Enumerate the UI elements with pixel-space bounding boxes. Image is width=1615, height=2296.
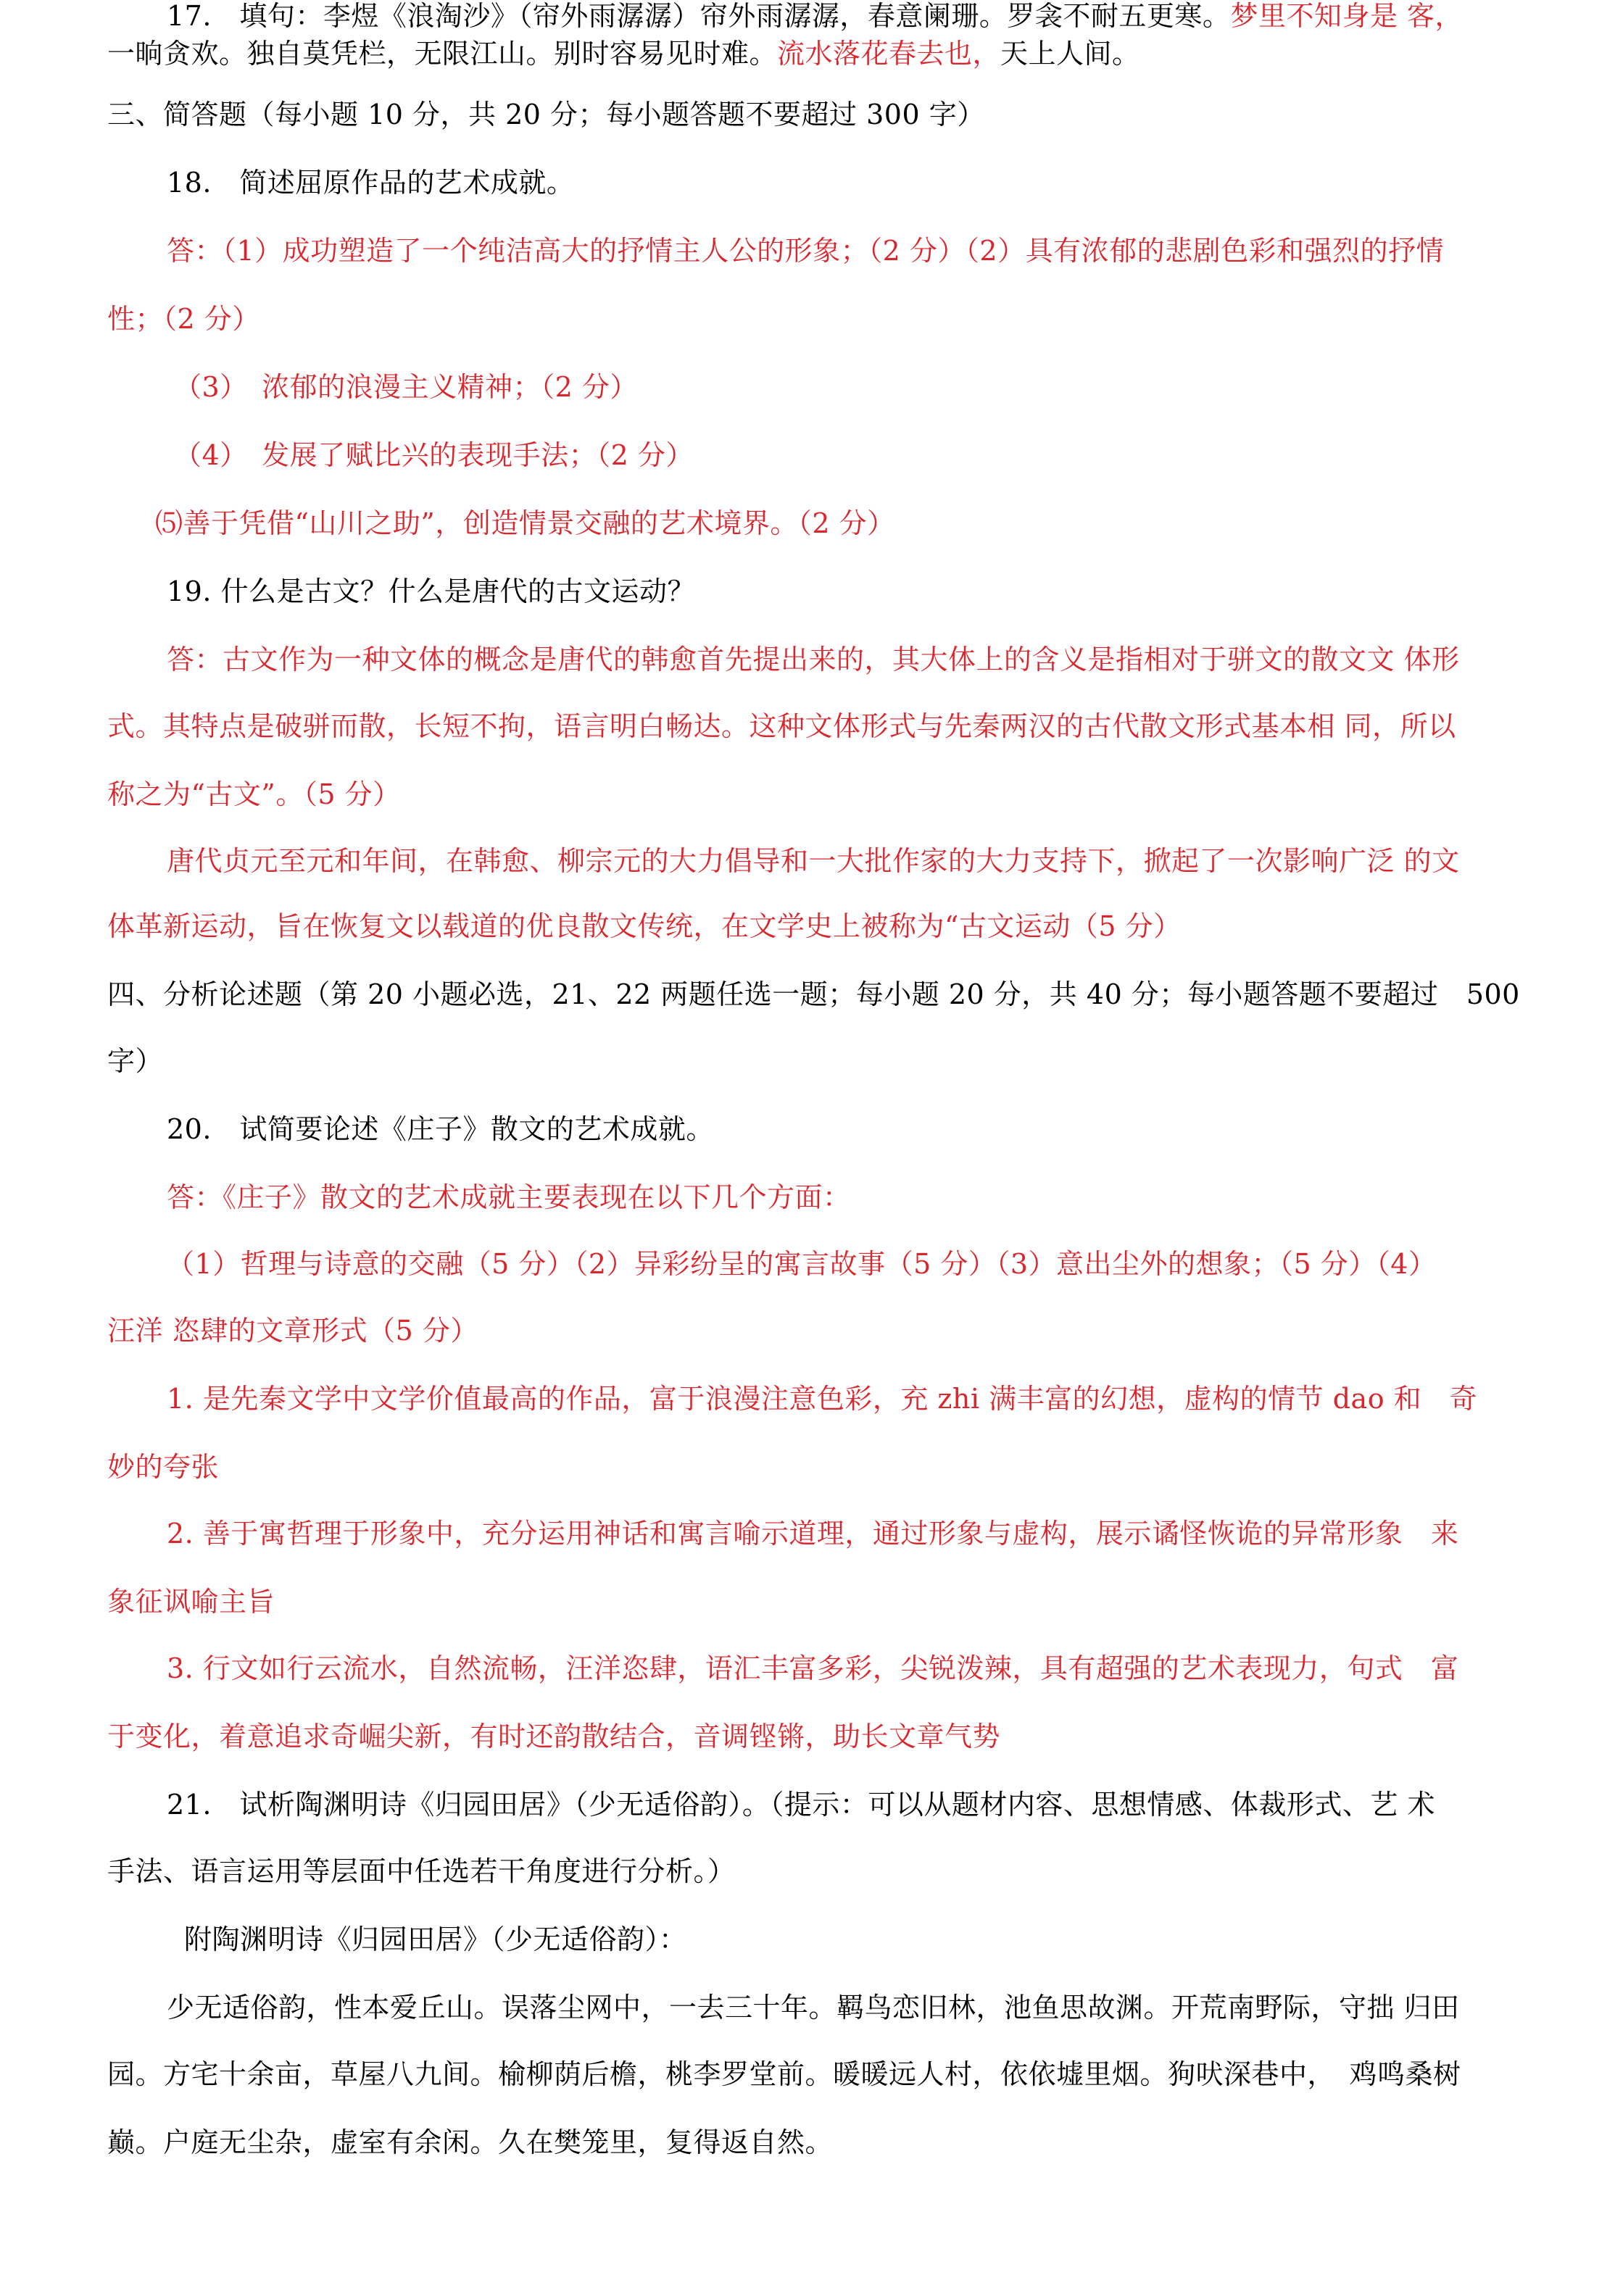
section-3-title: 三、简答题（每小题 10 分，共 20 分；每小题答题不要超过 300 字） xyxy=(107,99,985,130)
q17-line-2 xyxy=(107,35,1506,72)
q20-point-1-line-1: 1. 是先秦文学中文学价值最高的作品，富于浪漫注意色彩，充 zhi 满丰富的幻想，虚构的情节 dao 和 奇 xyxy=(167,1383,1478,1415)
q17-answer-b: 流水落花春去也， xyxy=(777,38,1001,70)
q18-answer-line-5: ⑸善于凭借“山川之助”，创造情景交融的艺术境界。（2 分） xyxy=(155,507,895,539)
q19-answer-line-3: 称之为“古文”。（5 分） xyxy=(107,778,401,810)
q19-question: 19. 什么是古文？什么是唐代的古文运动？ xyxy=(167,575,696,607)
q20-point-2-line-2: 象征讽喻主旨 xyxy=(107,1586,275,1618)
q21-poem-line-3: 巅。户庭无尘杂，虚室有余闲。久在樊笼里，复得返自然。 xyxy=(107,2126,834,2158)
q17-text-b: 一晌贪欢。独自莫凭栏，无限江山。别时容易见时难。 xyxy=(107,38,778,70)
q17-text-a: 17. 填句：李煜《浪淘沙》（帘外雨潺潺）帘外雨潺潺，春意阑珊。罗衾不耐五更寒。 xyxy=(167,0,1231,32)
q18-answer-line-2: 性；（2 分） xyxy=(107,303,260,335)
q17-text-c: 天上人间。 xyxy=(1000,38,1140,70)
q20-point-3-line-1: 3. 行文如行云流水，自然流畅，汪洋恣肆，语汇丰富多彩，尖锐泼辣，具有超强的艺术表现力，句式 富 xyxy=(167,1652,1459,1684)
q19-answer-line-1: 答：古文作为一种文体的概念是唐代的韩愈首先提出来的，其大体上的含义是指相对于骈文的散文文 体形 xyxy=(167,644,1460,675)
q21-question-line-1: 21. 试析陶渊明诗《归园田居》（少无适俗韵）。（提示：可以从题材内容、思想情感、体裁形式、艺 术 xyxy=(167,1789,1436,1821)
q18-question: 18. 简述屈原作品的艺术成就。 xyxy=(167,167,575,199)
q19-answer-line-2: 式。其特点是破骈而散，长短不拘，语言明白畅达。这种文体形式与先秦两汉的古代散文形式基本相 同，所以 xyxy=(107,710,1456,742)
q20-answer-line-2: （1）哲理与诗意的交融（5 分）（2）异彩纷呈的寓言故事（5 分）（3）意出尘外的想象；（5 分）（4） xyxy=(167,1248,1437,1280)
q20-point-1-line-2: 妙的夸张 xyxy=(107,1451,220,1483)
section-4-title-line-2: 字） xyxy=(107,1045,164,1077)
q20-point-2-line-1: 2. 善于寓哲理于形象中，充分运用神话和寓言喻示道理，通过形象与虚构，展示谲怪恢诡的异常形象 来 xyxy=(167,1518,1459,1550)
q18-answer-line-1: 答：（1）成功塑造了一个纯洁高大的抒情主人公的形象；（2 分）（2）具有浓郁的悲剧色彩和强烈的抒情 xyxy=(167,235,1445,267)
q20-answer-line-3: 汪洋 恣肆的文章形式（5 分） xyxy=(107,1315,478,1347)
q20-answer-line-1: 答：《庄子》散文的艺术成就主要表现在以下几个方面： xyxy=(167,1181,851,1213)
q17-answer-a: 梦里不知身是 客， xyxy=(1230,0,1464,32)
q21-poem-line-2: 园。方宅十余亩，草屋八九间。榆柳荫后檐，桃李罗堂前。暖暖远人村，依依墟里烟。狗吠深巷中， 鸡鸣桑树 xyxy=(107,2058,1461,2090)
q20-point-3-line-2: 于变化，着意追求奇崛尖新，有时还韵散结合，音调铿锵，助长文章气势 xyxy=(107,1721,1001,1752)
q17-line-1 xyxy=(167,0,1506,35)
q21-question-line-2: 手法、语言运用等层面中任选若干角度进行分析。） xyxy=(107,1855,736,1887)
q21-attachment-title: 附陶渊明诗《归园田居》（少无适俗韵）： xyxy=(184,1923,687,1955)
q21-poem-line-1: 少无适俗韵，性本爱丘山。误落尘网中，一去三十年。羁鸟恋旧林，池鱼思故渊。开荒南野际，守拙 归田 xyxy=(167,1992,1460,2023)
section-4-title-line-1: 四、分析论述题（第 20 小题必选，21、22 两题任选一题；每小题 20 分，共 40 分；每小题答题不要超过 500 xyxy=(107,978,1520,1010)
q18-answer-line-4: （4） 发展了赋比兴的表现手法；（2 分） xyxy=(174,439,694,471)
q19-answer-line-5: 体革新运动，旨在恢复文以载道的优良散文传统，在文学史上被称为“古文运动（5 分） xyxy=(107,910,1182,942)
q19-answer-line-4: 唐代贞元至元和年间，在韩愈、柳宗元的大力倡导和一大批作家的大力支持下，掀起了一次影响广泛 的文 xyxy=(167,845,1460,877)
q18-answer-line-3: （3） 浓郁的浪漫主义精神；（2 分） xyxy=(174,371,638,403)
q20-question: 20. 试简要论述《庄子》散文的艺术成就。 xyxy=(167,1113,714,1145)
